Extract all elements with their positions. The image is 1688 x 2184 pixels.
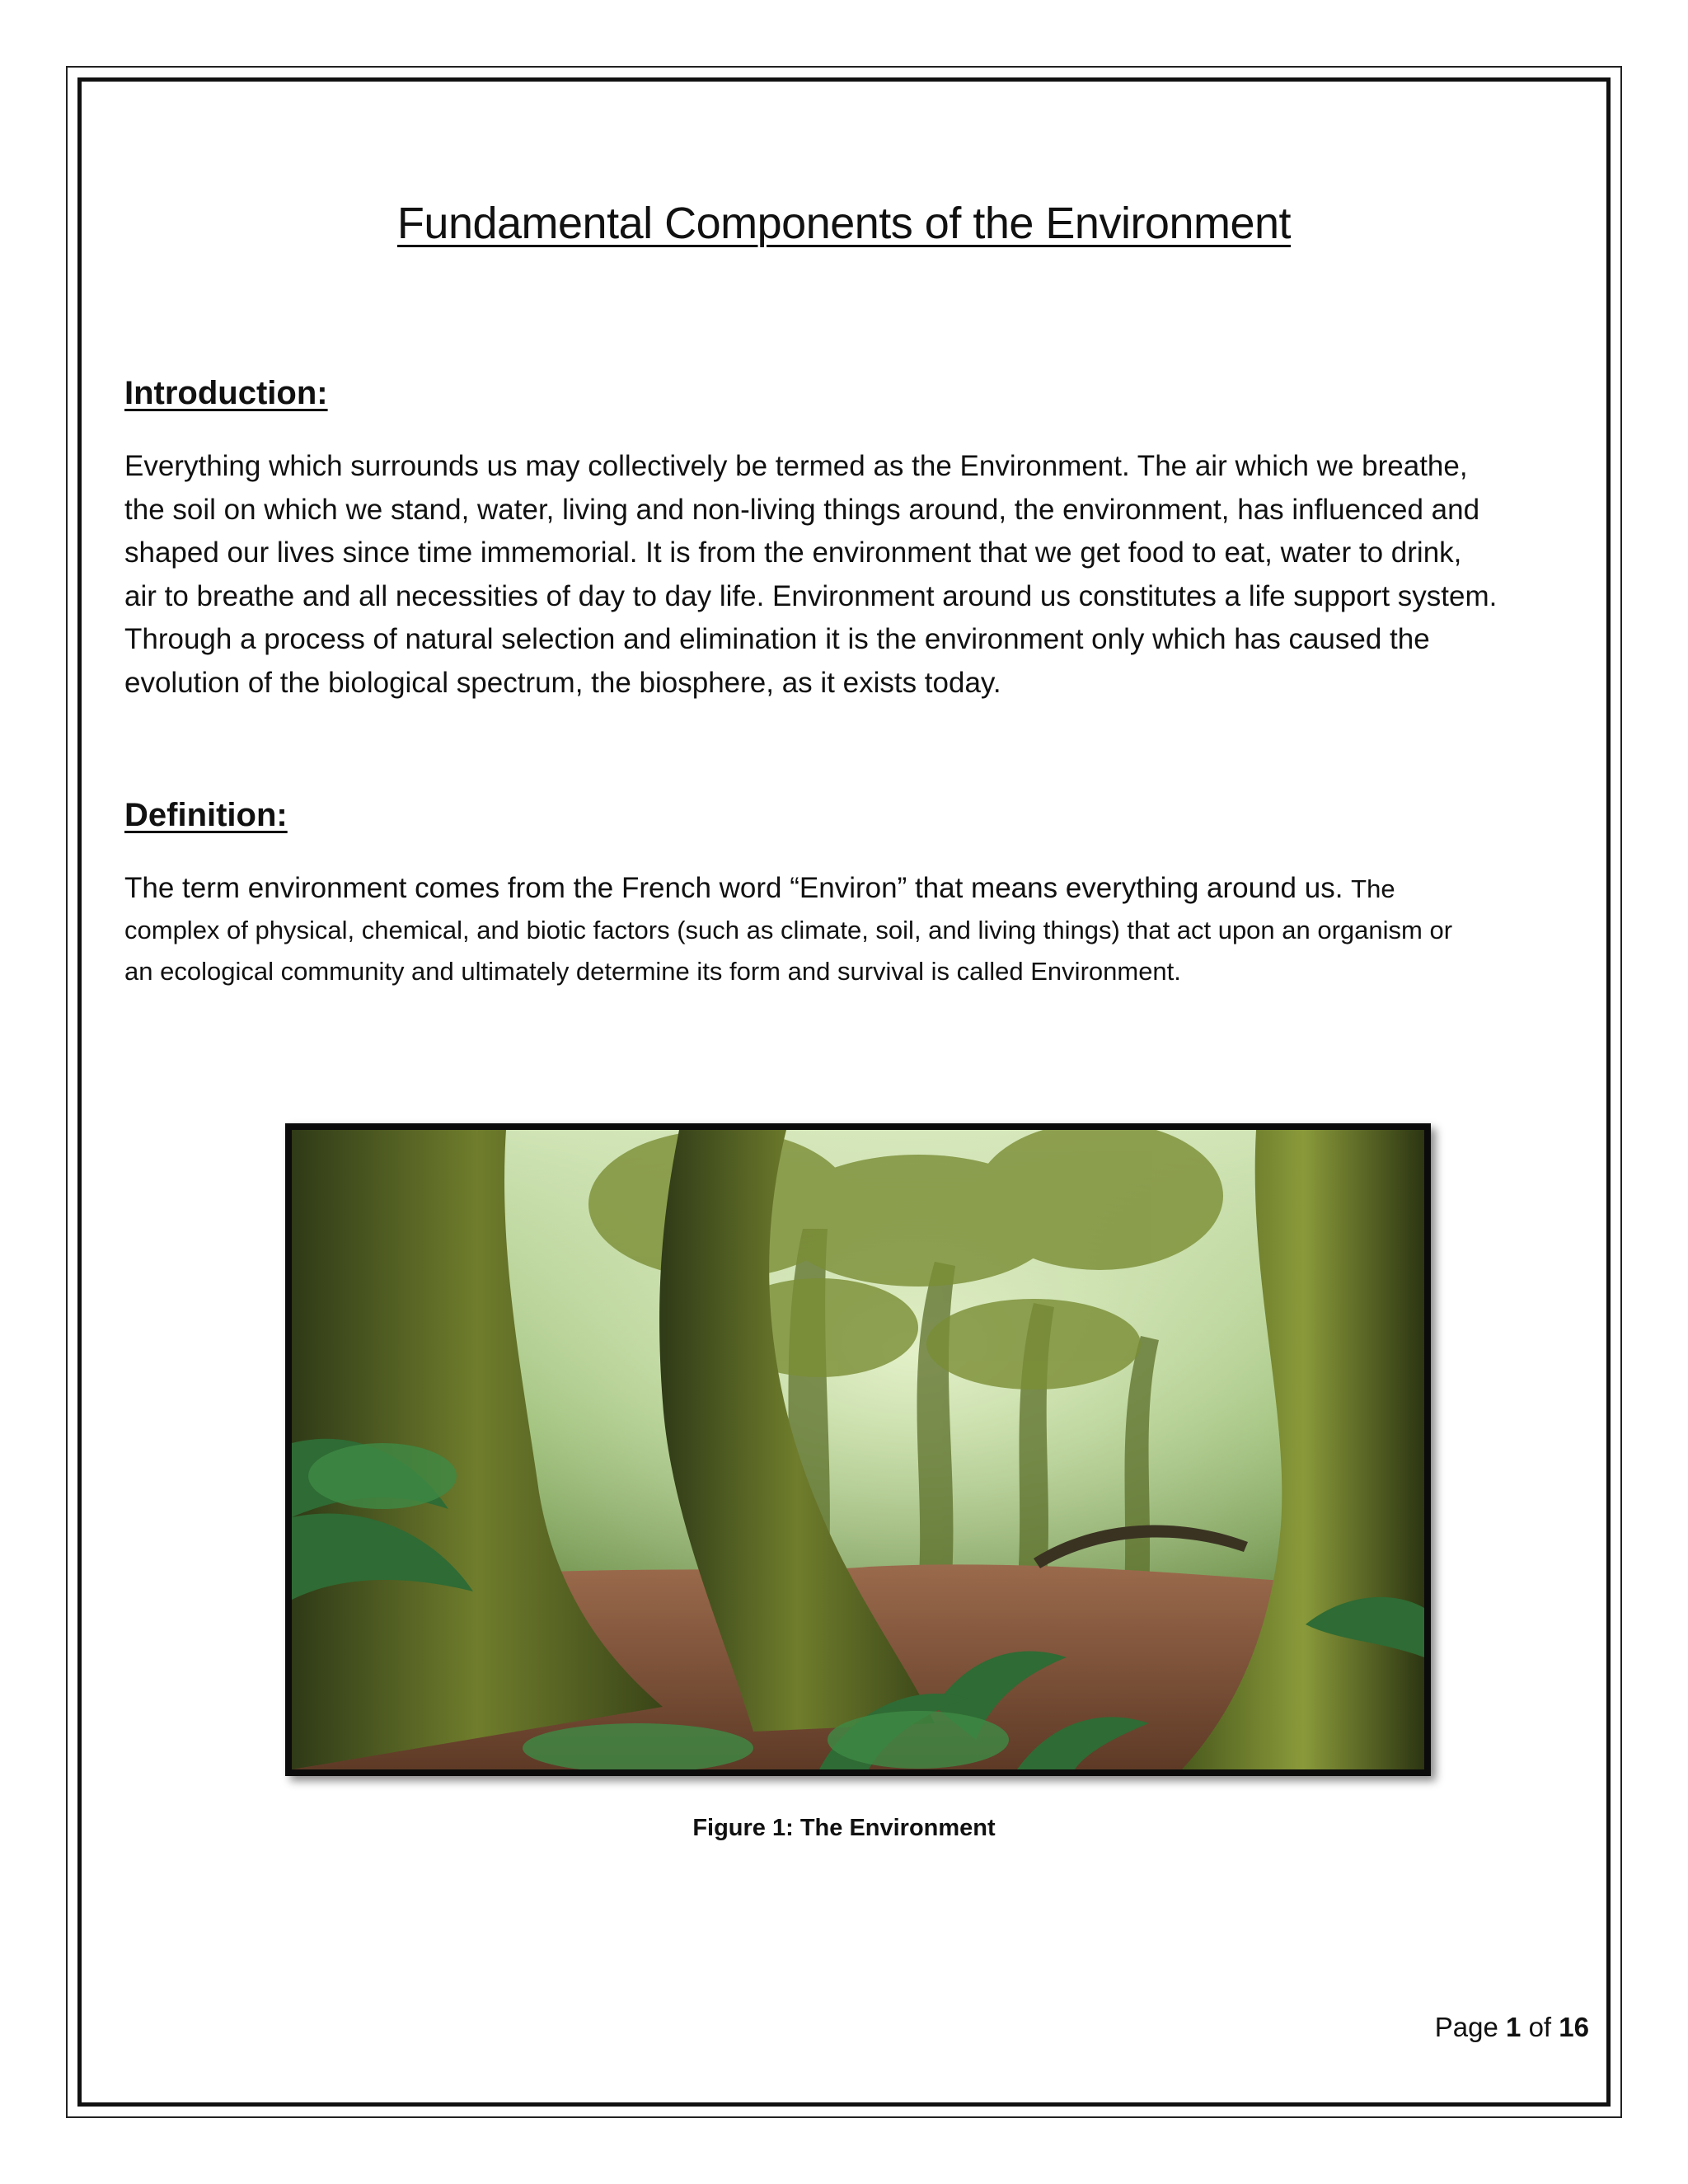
page-title: Fundamental Components of the Environment bbox=[396, 199, 1292, 248]
intro-line: evolution of the biological spectrum, the biosphere, as it exists today. bbox=[124, 666, 1001, 699]
page-total: 16 bbox=[1559, 2012, 1589, 2042]
page-current: 1 bbox=[1506, 2012, 1522, 2042]
definition-line: complex of physical, chemical, and biotic factors (such as climate, soil, and living things) that act upon an organism or bbox=[124, 916, 1453, 944]
forest-illustration bbox=[292, 1130, 1424, 1769]
page-label: Page bbox=[1434, 2012, 1498, 2042]
introduction-heading: Introduction: bbox=[124, 375, 328, 411]
definition-heading: Definition: bbox=[124, 797, 288, 833]
introduction-paragraph bbox=[124, 445, 1575, 705]
definition-line: an ecological community and ultimately determine its form and survival is called Environment. bbox=[124, 957, 1181, 986]
intro-line: the soil on which we stand, water, living and non-living things around, the environment, has influenced and bbox=[124, 493, 1480, 526]
intro-line: Through a process of natural selection and elimination it is the environment only which has caused the bbox=[124, 623, 1430, 655]
intro-line: air to breathe and all necessities of day to day life. Environment around us constitutes a life support system. bbox=[124, 579, 1498, 612]
definition-line bbox=[124, 867, 1575, 910]
figure-caption: Figure 1: The Environment bbox=[692, 1815, 996, 1841]
definition-paragraph bbox=[124, 867, 1575, 992]
intro-line: Everything which surrounds us may collectively be termed as the Environment. The air which we breathe, bbox=[124, 450, 1468, 482]
forest-figure-image bbox=[285, 1123, 1431, 1776]
intro-line: shaped our lives since time immemorial. It is from the environment that we get food to eat, water to drink, bbox=[124, 537, 1462, 569]
definition-lead-tail: The bbox=[1351, 874, 1395, 903]
definition-lead: The term environment comes from the French word “Environ” that means everything around us. bbox=[124, 872, 1343, 904]
page-of-label: of bbox=[1528, 2012, 1552, 2042]
page-number-footer bbox=[1435, 2012, 1589, 2043]
